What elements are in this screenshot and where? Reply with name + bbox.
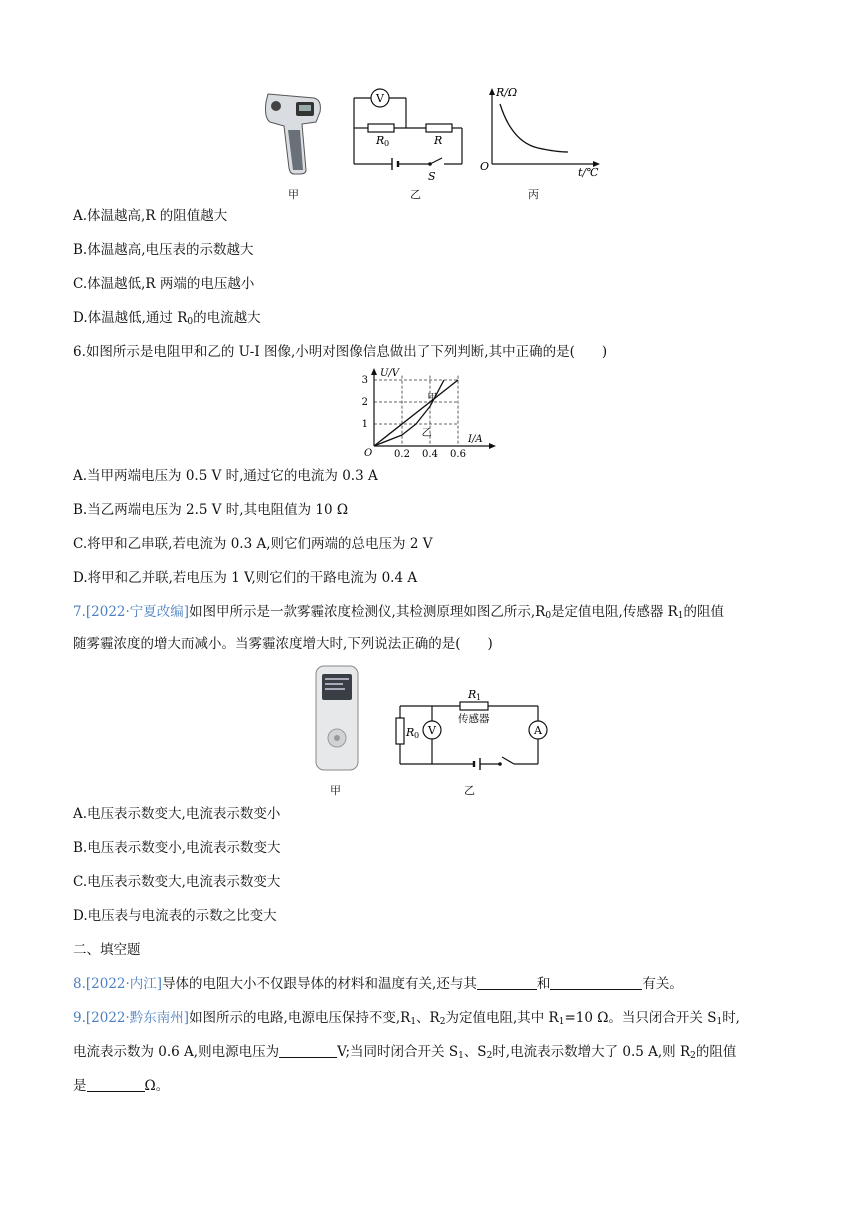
voltmeter-label-q7: V bbox=[428, 724, 436, 737]
ammeter-label: A bbox=[534, 724, 542, 737]
q9-l1-s2: 2 bbox=[439, 1017, 446, 1027]
resistance-temperature-graph bbox=[478, 84, 602, 178]
q9-l2-e: 的阻值 bbox=[695, 1044, 737, 1060]
q9-line1 bbox=[73, 1008, 740, 1028]
q7-option-c: C.电压表示数变大,电流表示数变大 bbox=[73, 874, 281, 890]
q8-text-b: 和 bbox=[536, 976, 551, 992]
q7-option-b: B.电压表示数变小,电流表示数变大 bbox=[73, 840, 281, 856]
r0-label-q7-sub: 0 bbox=[414, 731, 420, 740]
smog-detector-image bbox=[314, 664, 360, 772]
q8-text bbox=[73, 974, 683, 994]
q7-stem-line2: 随雾霾浓度的增大而减小。当雾霾浓度增大时,下列说法正确的是( ) bbox=[73, 636, 493, 652]
q8-text-a: 导体的电阻大小不仅跟导体的材料和温度有关,还与其 bbox=[162, 976, 477, 992]
series-label-jia: 甲 bbox=[427, 392, 438, 404]
q5-d-post: 的电流越大 bbox=[193, 310, 261, 326]
x-tick-label: 0.2 bbox=[394, 449, 410, 460]
q9-l3-a: 是 bbox=[73, 1078, 87, 1094]
q5-d-pre: D.体温越低,通过 R bbox=[73, 310, 188, 326]
y-tick-label: 3 bbox=[361, 375, 368, 386]
r1-label: R bbox=[468, 688, 477, 701]
graph-xlabel: t/℃ bbox=[578, 166, 599, 178]
chart-xlabel: I/A bbox=[468, 434, 483, 445]
q9-l1-s4: 1 bbox=[716, 1017, 723, 1027]
graph-origin: O bbox=[480, 160, 490, 173]
caption-yi: 乙 bbox=[410, 188, 421, 201]
q5-option-a: A.体温越高,R 的阻值越大 bbox=[73, 208, 228, 224]
q8-source: 8.[2022·内江] bbox=[73, 976, 163, 992]
temperature-circuit-diagram bbox=[346, 84, 470, 184]
r0-label-sub: 0 bbox=[384, 139, 390, 148]
r0-label-q7: R bbox=[406, 726, 415, 739]
y-tick-label: 1 bbox=[361, 419, 368, 430]
caption-jia: 甲 bbox=[288, 188, 299, 201]
x-tick-label: 0.4 bbox=[422, 449, 438, 460]
q7-stem-b-sub: 1 bbox=[677, 611, 684, 621]
q9-l1-b: 、R bbox=[416, 1010, 440, 1026]
q6-option-c: C.将甲和乙串联,若电流为 0.3 A,则它们两端的总电压为 2 V bbox=[73, 536, 433, 552]
q9-l2-a: 电流表示数为 0.6 A,则电源电压为 bbox=[73, 1044, 280, 1060]
q9-l1-d: =10 Ω。当只闭合开关 S bbox=[564, 1010, 717, 1026]
q9-l1-e: 时, bbox=[722, 1010, 740, 1026]
q9-line3 bbox=[73, 1076, 169, 1096]
q9-l2-s1: 1 bbox=[458, 1051, 464, 1061]
q7-stem-b: 是定值电阻,传感器 R bbox=[551, 604, 678, 620]
q5-option-c: C.体温越低,R 两端的电压越小 bbox=[73, 276, 255, 292]
q9-l1-s3: 1 bbox=[558, 1017, 565, 1027]
q9-l1-a: 如图所示的电路,电源电压保持不变,R bbox=[189, 1010, 411, 1026]
series-line-yi bbox=[374, 380, 444, 446]
q7-stem-line1-full bbox=[73, 602, 724, 622]
q9-l2-c: 、S bbox=[463, 1044, 487, 1060]
r1-label-sub: 1 bbox=[476, 693, 482, 702]
q8-text-c: 有关。 bbox=[642, 976, 683, 992]
q6-stem: 6.如图所示是电阻甲和乙的 U-I 图像,小明对图像信息做出了下列判断,其中正确的是( ) bbox=[73, 344, 608, 360]
q9-l2-s3: 2 bbox=[690, 1051, 696, 1061]
q7-stem-c: 的阻值 bbox=[683, 604, 725, 620]
series-label-yi: 乙 bbox=[421, 428, 432, 440]
section-title-fill-blank: 二、填空题 bbox=[73, 942, 141, 958]
q8-blank-2[interactable] bbox=[550, 976, 642, 990]
q6-option-b: B.当乙两端电压为 2.5 V 时,其电阻值为 10 Ω bbox=[73, 502, 349, 518]
q7-option-d: D.电压表与电流表的示数之比变大 bbox=[73, 908, 277, 924]
switch-label: S bbox=[428, 170, 436, 183]
y-tick-label: 2 bbox=[361, 397, 368, 408]
r0-label: R bbox=[376, 134, 385, 147]
q7-option-a: A.电压表示数变大,电流表示数变小 bbox=[73, 806, 281, 822]
caption-q7-jia: 甲 bbox=[330, 784, 341, 797]
smog-circuit-diagram bbox=[392, 684, 554, 774]
chart-ylabel: U/V bbox=[380, 368, 400, 379]
caption-q7-yi: 乙 bbox=[464, 784, 475, 797]
q9-l1-s1: 1 bbox=[410, 1017, 417, 1027]
q9-l1-c: 为定值电阻,其中 R bbox=[445, 1010, 559, 1026]
q9-l3-b: Ω。 bbox=[144, 1078, 170, 1094]
q6-option-d: D.将甲和乙并联,若电压为 1 V,则它们的干路电流为 0.4 A bbox=[73, 570, 418, 586]
q7-stem-a: 如图甲所示是一款雾霾浓度检测仪,其检测原理如图乙所示,R bbox=[189, 604, 546, 620]
q8-blank-1[interactable] bbox=[477, 976, 537, 990]
q9-l2-b: V;当同时闭合开关 S bbox=[337, 1044, 459, 1060]
ui-chart-svg bbox=[360, 366, 500, 460]
q9-source: 9.[2022·黔东南州] bbox=[73, 1010, 190, 1026]
q9-l2-d: 时,电流表示数增大了 0.5 A,则 R bbox=[492, 1044, 691, 1060]
q5-option-d bbox=[73, 308, 261, 328]
q7-source-label: 7.[2022·宁夏改编] bbox=[73, 604, 190, 620]
q9-l2-s2: 2 bbox=[486, 1051, 493, 1061]
q9-line2 bbox=[73, 1042, 736, 1062]
caption-bing: 丙 bbox=[528, 188, 539, 201]
q5-d-sub: 0 bbox=[187, 317, 194, 327]
sensor-label: 传感器 bbox=[458, 713, 490, 725]
q5-option-b: B.体温越高,电压表的示数越大 bbox=[73, 242, 254, 258]
chart-origin: O bbox=[364, 448, 373, 459]
ui-graph bbox=[360, 366, 500, 460]
graph-ylabel: R/Ω bbox=[496, 86, 518, 99]
r-label: R bbox=[434, 134, 443, 147]
q7-stem-a-sub: 0 bbox=[545, 611, 552, 621]
q9-blank-voltage[interactable] bbox=[279, 1044, 337, 1058]
x-tick-label: 0.6 bbox=[450, 449, 466, 460]
q9-blank-resistance[interactable] bbox=[87, 1078, 145, 1092]
q6-option-a: A.当甲两端电压为 0.5 V 时,通过它的电流为 0.3 A bbox=[73, 468, 378, 484]
thermometer-gun-image bbox=[262, 88, 326, 176]
voltmeter-label: V bbox=[376, 92, 384, 105]
series-line-jia bbox=[374, 380, 458, 446]
